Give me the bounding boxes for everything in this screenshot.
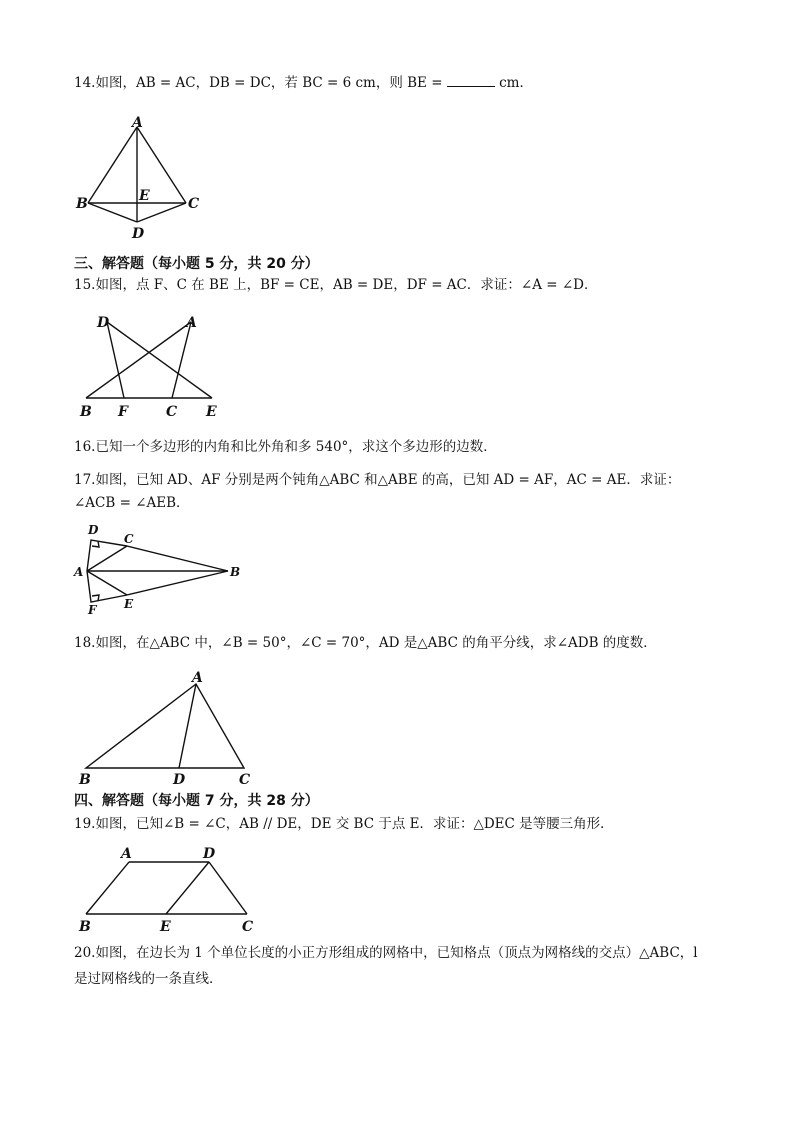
question-17-line-2: ∠ACB = ∠AEB． bbox=[74, 495, 190, 511]
q14-label-c: C bbox=[188, 196, 200, 212]
q17-label-f: F bbox=[88, 603, 97, 617]
q17-segment-ac bbox=[87, 546, 127, 571]
q15-label-c: C bbox=[166, 404, 178, 420]
question-19: 19.如图，已知∠B = ∠C，AB // DE，DE 交 BC 于点 E．求证：△DEC 是等腰三角形． bbox=[74, 816, 614, 832]
q17-segment-cb bbox=[127, 546, 228, 571]
q17-figure bbox=[74, 518, 254, 618]
q18-figure bbox=[76, 668, 266, 790]
q19-label-c: C bbox=[242, 919, 254, 935]
q17-label-e: E bbox=[124, 597, 134, 611]
q15-label-a: A bbox=[186, 315, 197, 331]
q14-label-d: D bbox=[132, 226, 145, 242]
q19-label-b: B bbox=[79, 919, 91, 935]
section-3-heading: 三、解答题（每小题 5 分，共 20 分） bbox=[74, 256, 319, 272]
q18-triangle-abc bbox=[86, 684, 244, 768]
q17-segment-ad-dc bbox=[87, 540, 127, 571]
q17-segment-eb bbox=[127, 571, 228, 595]
q19-label-e: E bbox=[160, 919, 171, 935]
q14-label-b: B bbox=[76, 196, 88, 212]
q17-segment-af-fe bbox=[87, 571, 127, 602]
q17-label-d: D bbox=[88, 523, 99, 537]
question-16: 16.已知一个多边形的内角和比外角和多 540°，求这个多边形的边数． bbox=[74, 439, 497, 455]
question-20-line-1: 20.如图，在边长为 1 个单位长度的小正方形组成的网格中，已知格点（顶点为网格线的交点）△ABC，l bbox=[74, 945, 698, 961]
q14-label-a: A bbox=[132, 115, 143, 131]
q15-label-b: B bbox=[80, 404, 92, 420]
question-20-line-2: 是过网格线的一条直线． bbox=[74, 971, 223, 987]
q14-label-e: E bbox=[139, 188, 150, 204]
q17-right-angle-f bbox=[92, 595, 99, 601]
question-14 bbox=[74, 74, 533, 92]
q17-segment-ae bbox=[87, 571, 127, 595]
q14-unit: cm． bbox=[494, 75, 533, 91]
q18-label-b: B bbox=[79, 772, 91, 788]
q15-segment-de bbox=[107, 322, 212, 398]
q19-segment-de bbox=[166, 862, 209, 914]
q18-segment-ad bbox=[179, 684, 196, 768]
q14-figure bbox=[76, 115, 206, 240]
q14-segment-cd bbox=[137, 203, 186, 222]
q18-label-c: C bbox=[239, 772, 251, 788]
section-4-heading: 四、解答题（每小题 7 分，共 28 分） bbox=[74, 793, 319, 809]
q15-label-d: D bbox=[97, 315, 110, 331]
q19-label-a: A bbox=[121, 846, 132, 862]
q14-answer-blank bbox=[447, 74, 495, 87]
question-15: 15.如图，点 F、C 在 BE 上，BF = CE，AB = DE，DF = AC．求证：∠A = ∠D． bbox=[74, 277, 598, 293]
question-17-line-1: 17.如图，已知 AD、AF 分别是两个钝角△ABC 和△ABE 的高，已知 AD = AF，AC = AE．求证： bbox=[74, 472, 681, 488]
q19-figure bbox=[76, 844, 266, 936]
q19-segment-dc bbox=[209, 862, 247, 914]
q19-label-d: D bbox=[203, 846, 216, 862]
q15-segment-df bbox=[107, 322, 124, 398]
q15-figure bbox=[78, 312, 228, 420]
q17-label-a: A bbox=[74, 565, 84, 579]
question-18: 18.如图，在△ABC 中，∠B = 50°，∠C = 70°，AD 是△ABC 的角平分线，求∠ADB 的度数． bbox=[74, 635, 657, 651]
q14-segment-bd bbox=[88, 203, 137, 222]
q17-label-b: B bbox=[230, 565, 241, 579]
q18-label-d: D bbox=[173, 772, 186, 788]
q17-right-angle-d bbox=[92, 541, 99, 547]
q15-label-f: F bbox=[118, 404, 128, 420]
q14-text: 14.如图，AB = AC，DB = DC，若 BC = 6 cm，则 BE = bbox=[74, 75, 447, 91]
q15-label-e: E bbox=[206, 404, 217, 420]
q18-label-a: A bbox=[192, 670, 203, 686]
q17-label-c: C bbox=[124, 532, 134, 546]
q19-segment-ab bbox=[86, 862, 129, 914]
q14-segment-ab bbox=[88, 127, 137, 203]
